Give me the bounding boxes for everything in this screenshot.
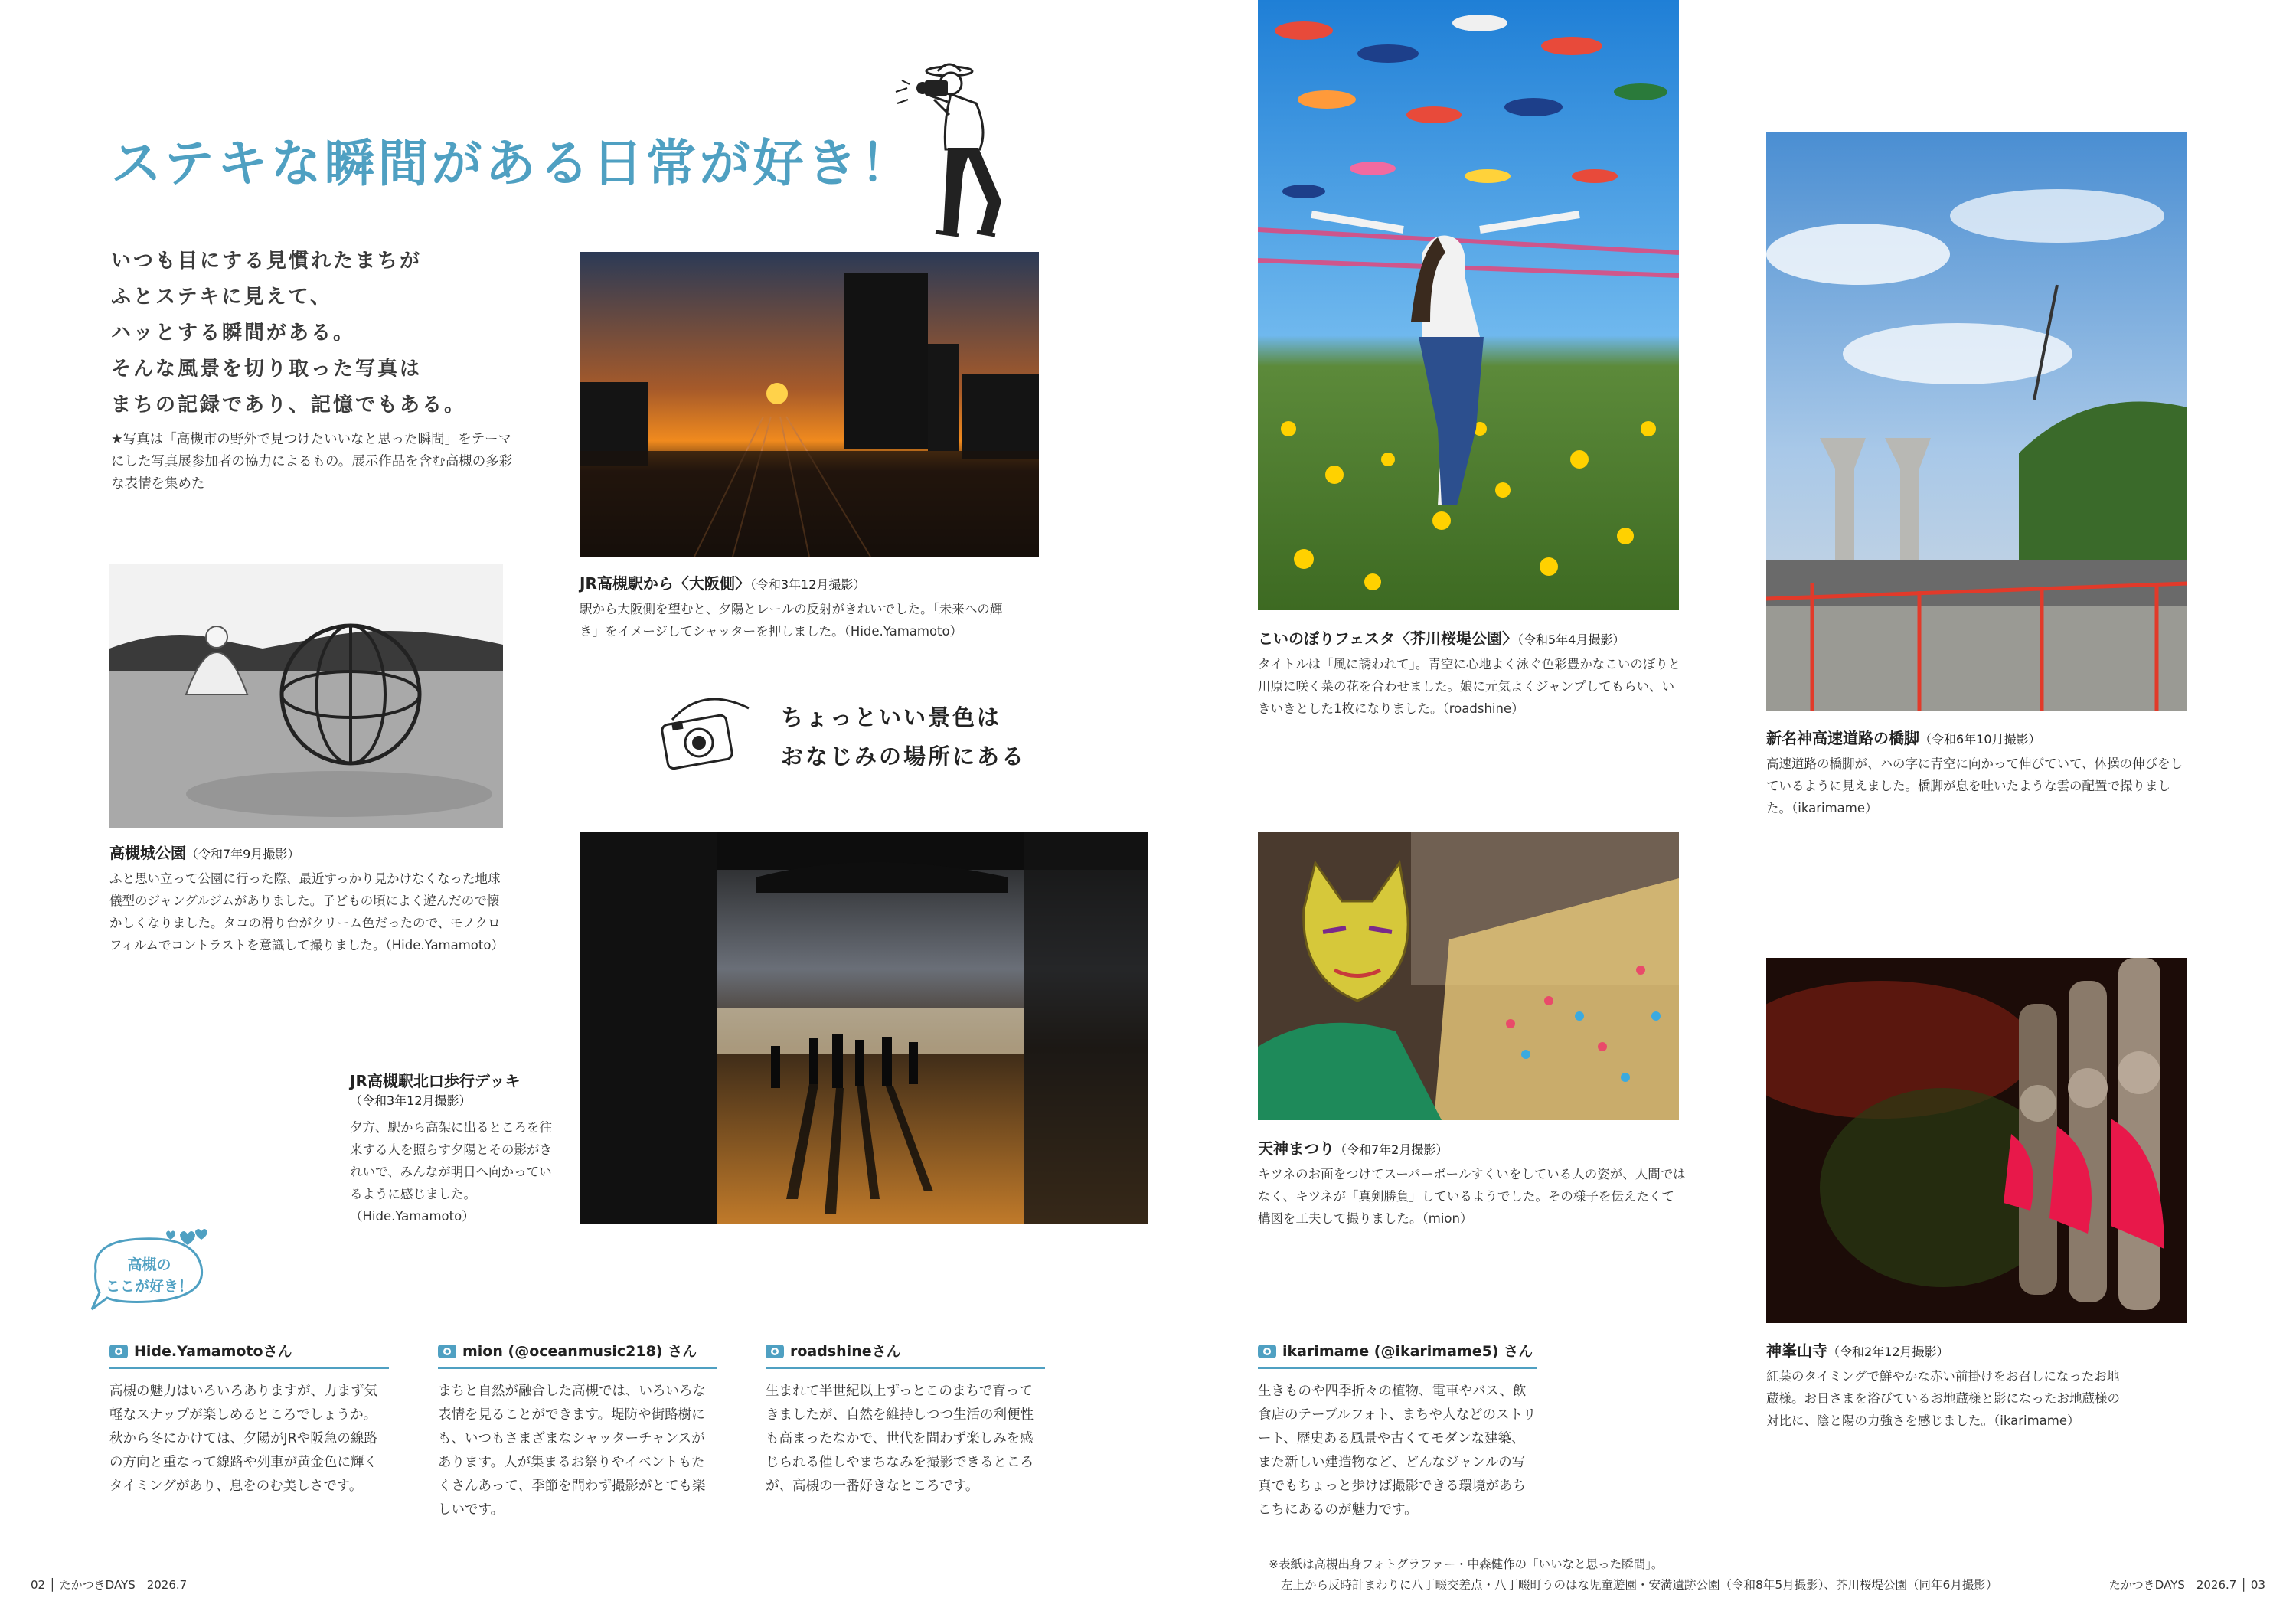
contributor-name: mion (@oceanmusic218) さん — [462, 1343, 697, 1360]
caption-title: JR高槻駅北口歩行デッキ — [350, 1072, 521, 1090]
photo-shinmeishin-piers — [1766, 132, 2187, 711]
page-title: ステキな瞬間がある日常が好き！ — [111, 134, 914, 193]
contributor-roadshine — [766, 1340, 1045, 1498]
photo-koinobori — [1258, 0, 1679, 610]
intro-line: いつも目にする見慣れたまちが — [111, 250, 423, 273]
contributor-name: Hide.Yamamotoさん — [134, 1343, 292, 1360]
caption-title: こいのぼりフェスタ〈芥川桜堤公園〉 — [1258, 629, 1517, 648]
photo-tenjin-matsuri — [1258, 832, 1679, 1120]
contributor-body: 生まれて半世紀以上ずっとこのまちで育ってきましたが、自然を維持しつつ生活の利便性も高まったなかで、世代を問わず楽しみを感じられる催しやまちなみを撮影できるところが、高槻の一番好きなところです。 — [766, 1384, 1034, 1494]
contributor-name: roadshineさん — [790, 1343, 901, 1360]
caption-shinmeishin — [1766, 726, 2195, 819]
caption-title: 天神まつり — [1258, 1139, 1334, 1158]
contributor-body: まちと自然が融合した高槻では、いろいろな表情を見ることができます。堤防や街路樹にも、いつもさまざまなシャッターチャンスがあります。人が集まるお祭りやイベントもたくさんあって、季節を問わず撮影がとても楽しいです。 — [438, 1384, 706, 1518]
caption-date: （令和6年10月撮影） — [1919, 732, 2041, 747]
caption-body: 高速道路の橋脚が、ハの字に青空に向かって伸びていて、体操の伸びをしているように見えました。橋脚が息を吐いたような雲の配置で撮りました。（ikarimame） — [1766, 756, 2183, 815]
caption-date: （令和7年2月撮影） — [1334, 1142, 1448, 1157]
intro-note: ★写真は「高槻市の野外で見つけたいいなと思った瞬間」をテーマにした写真展参加者の協力によるもの。展示作品を含む高槻の多彩な表情を集めた — [111, 432, 513, 492]
contributor-mion — [438, 1340, 717, 1522]
caption-body: 駅から大阪側を望むと、夕陽とレールの反射がきれいでした。「未来への輝き」をイメージしてシャッターを押しました。（Hide.Yamamoto） — [580, 602, 1003, 639]
photo-kanbusanji — [1766, 958, 2187, 1323]
camera-icon — [1258, 1343, 1276, 1358]
caption-date: （令和3年12月撮影） — [350, 1093, 472, 1108]
photo-jr-osaka-sunset — [580, 252, 1039, 557]
intro-line: ふとステキに見えて、 — [111, 286, 332, 309]
contributor-hide — [109, 1340, 389, 1498]
intro-line: そんな風景を切り取った写真は — [111, 358, 423, 381]
caption-body: 紅葉のタイミングで鮮やかな赤い前掛けをお召しになったお地蔵様。お日さまを浴びているお地蔵様と影になったお地蔵様の対比に、陰と陽の力強さを感じました。（ikarimame） — [1766, 1369, 2120, 1428]
camera-icon — [438, 1343, 456, 1358]
caption-date: （令和2年12月撮影） — [1827, 1345, 1949, 1359]
folio-right: たかつきDAYS 2026.7 │ 03 — [2108, 1578, 2265, 1592]
caption-body: キツネのお面をつけてスーパーボールすくいをしている人の姿が、人間ではなく、キツネが「真剣勝負」しているようでした。その様子を伝えたくて構図を工夫して撮りました。（mion） — [1258, 1167, 1686, 1226]
camera-icon — [109, 1343, 128, 1358]
photo-north-deck — [580, 832, 1148, 1224]
caption-jr-osaka — [580, 571, 1039, 642]
camera-icon — [766, 1343, 784, 1358]
caption-tenjin — [1258, 1136, 1687, 1230]
caption-body: 夕方、駅から高架に出るところを往来する人を照らす夕陽とその影がきれいで、みんなが明日へ向かっているように感じました。（Hide.Yamamoto） — [350, 1120, 552, 1224]
footnote-line: 左上から反時計まわりに八丁畷交差点・八丁畷町うのはな児童遊園・安満遺跡公園（令和8年5月撮影）、芥川桜堤公園（同年6月撮影） — [1281, 1578, 1998, 1592]
caption-title: JR高槻駅から〈大阪側〉 — [580, 574, 750, 593]
caption-body: タイトルは「風に誘われて」。青空に心地よく泳ぐ色彩豊かなこいのぼりと川原に咲く菜の花を合わせました。娘に元気よくジャンプしてもらい、いきいきとした1枚になりました。（roadshine） — [1258, 657, 1681, 716]
contributor-ikarimame — [1258, 1340, 1537, 1522]
badge-line: 高槻の — [127, 1256, 171, 1273]
caption-koinobori — [1258, 626, 1687, 720]
takatsuki-love-badge — [80, 1225, 218, 1317]
contributor-name: ikarimame (@ikarimame5) さん — [1282, 1343, 1533, 1360]
intro-line: ハッとする瞬間がある。 — [111, 322, 356, 345]
contributor-body: 生きものや四季折々の植物、電車やバス、飲食店のテーブルフォト、まちや人などのストリート、歴史ある風景や古くてモダンな建築、また新しい建造物など、どんなジャンルの写真でもちょっと歩けば撮影できる環境があちこちにあるのが魅力です。 — [1258, 1384, 1537, 1518]
center-line: ちょっといい景色は — [781, 704, 1002, 730]
intro-text — [111, 243, 466, 423]
intro-line: まちの記録であり、記憶でもある。 — [111, 394, 467, 417]
caption-castle-park — [109, 841, 508, 956]
contributor-body: 高槻の魅力はいろいろありますが、力まず気軽なスナップが楽しめるところでしょうか。秋から冬にかけては、夕陽がJRや阪急の線路の方向と重なって線路や列車が黄金色に輝くタイミングがあり、息をのむ美しさです。 — [109, 1384, 377, 1494]
caption-kanbusanji — [1766, 1338, 2126, 1432]
cover-footnote — [1269, 1554, 1997, 1596]
photo-castle-park — [109, 564, 503, 828]
footnote-line: ※表紙は高槻出身フォトグラファー・中森健作の「いいなと思った瞬間」。 — [1269, 1557, 1664, 1571]
caption-title: 神峯山寺 — [1766, 1341, 1827, 1360]
camera-illustration — [657, 689, 756, 773]
photographer-illustration — [880, 57, 1026, 241]
badge-line: ここが好き！ — [105, 1278, 193, 1295]
caption-title: 高槻城公園 — [109, 844, 186, 862]
center-text — [781, 698, 1026, 776]
center-line: おなじみの場所にある — [781, 743, 1027, 770]
caption-date: （令和5年4月撮影） — [1517, 632, 1625, 647]
caption-north-deck — [350, 1069, 560, 1227]
caption-title: 新名神高速道路の橋脚 — [1766, 729, 1919, 747]
caption-body: ふと思い立って公園に行った際、最近すっかり見かけなくなった地球儀型のジャングルジムがありました。子どもの頃によく遊んだので懐かしくなりました。タコの滑り台がクリーム色だったので、モノクロフィルムでコントラストを意識して撮りました。（Hide.Yamamoto） — [109, 871, 504, 953]
caption-date: （令和7年9月撮影） — [186, 847, 300, 861]
caption-date: （令和3年12月撮影） — [750, 577, 866, 592]
folio-left: 02 │ たかつきDAYS 2026.7 — [31, 1578, 188, 1592]
